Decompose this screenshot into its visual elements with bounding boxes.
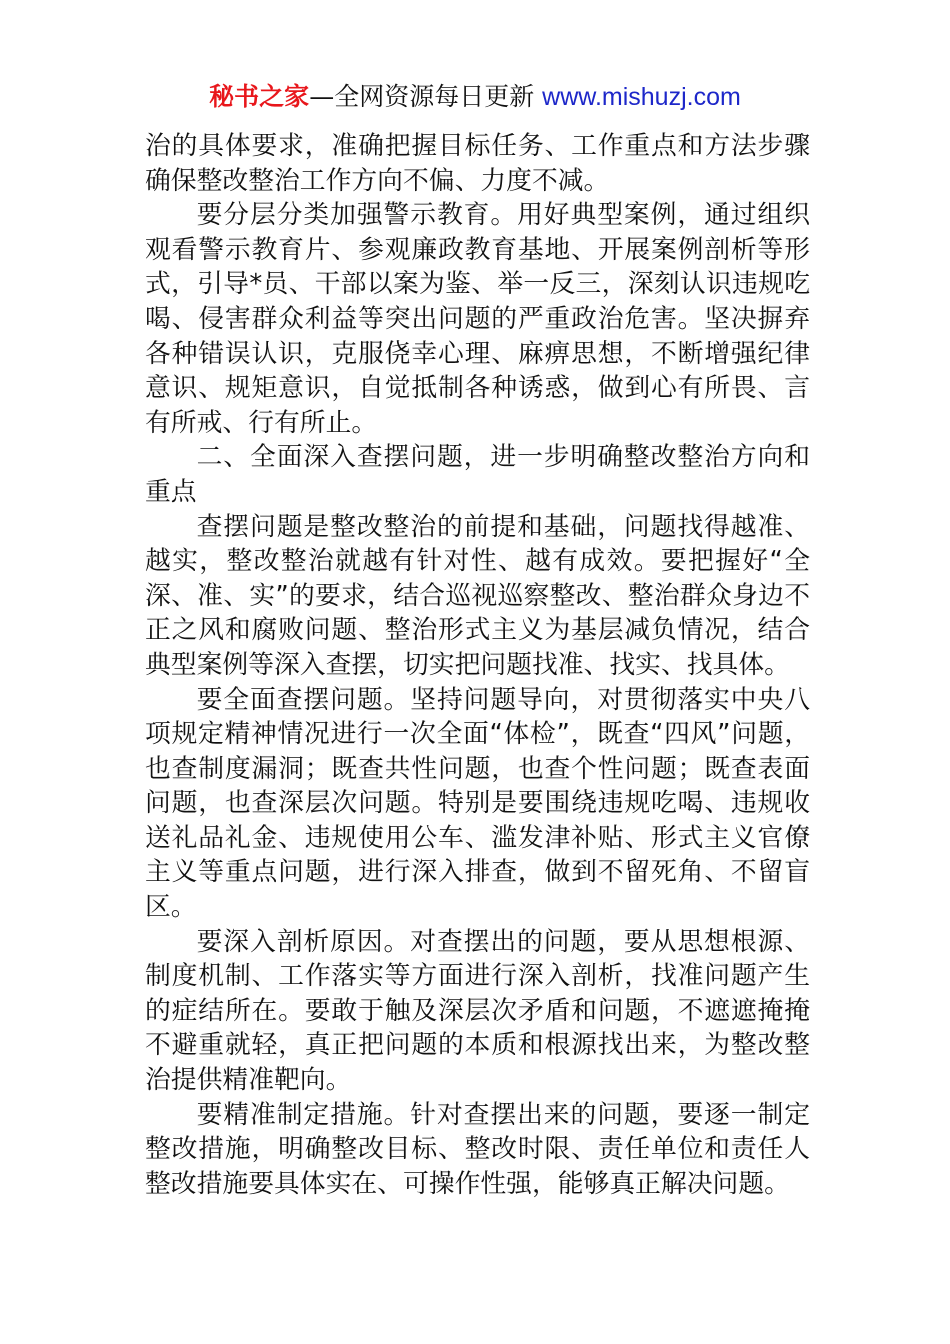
page-header: [0, 80, 950, 114]
paragraph: 查摆问题是整改整治的前提和基础，问题找得越准、越实，整改整治就越有针对性、越有成效。要把握好“全深、准、实”的要求，结合巡视巡察整改、整治群众身边不正之风和腐败问题、整治形式主义为基层减负情况，结合典型案例等深入查摆，切实把问题找准、找实、找具体。: [145, 511, 810, 680]
paragraph-continuation: 治的具体要求，准确把握目标任务、工作重点和方法步骤确保整改整治工作方向不偏、力度不减。: [145, 131, 810, 196]
paragraph: 要精准制定措施。针对查摆出来的问题，要逐一制定整改措施，明确整改目标、整改时限、责任单位和责任人整改措施要具体实在、可操作性强，能够真正解决问题。: [145, 1099, 810, 1199]
paragraph: 要深入剖析原因。对查摆出的问题，要从思想根源、制度机制、工作落实等方面进行深入剖析，找准问题产生的症结所在。要敢于触及深层次矛盾和问题，不遮遮掩掩不避重就轻，真正把问题的本质和根源找出来，为整改整治提供精准靶向。: [145, 926, 810, 1096]
paragraph: 要全面查摆问题。坚持问题导向，对贯彻落实中央八项规定精神情况进行一次全面“体检”，既查“四风”问题，也查制度漏洞；既查共性问题，也查个性问题；既查表面问题，也查深层次问题。特别是要围绕违规吃喝、违规收送礼品礼金、违规使用公车、滥发津补贴、形式主义官僚主义等重点问题，进行深入排查，做到不留死角、不留盲区。: [145, 684, 810, 923]
website-link[interactable]: www.mishuzj.com: [542, 83, 741, 111]
document-body: [145, 129, 810, 1201]
paragraph: 要分层分类加强警示教育。用好典型案例，通过组织观看警示教育片、参观廉政教育基地、开展案例剖析等形式，引导*员、干部以案为鉴、举一反三，深刻认识违规吃喝、侵害群众利益等突出问题的严重政治危害。坚决摒弃各种错误认识，克服侥幸心理、麻痹思想，不断增强纪律意识、规矩意识，自觉抵制各种诱惑，做到心有所畏、言有所戒、行有所止。: [145, 200, 810, 438]
section-heading: 二、全面深入查摆问题，进一步明确整改整治方向和重点: [145, 442, 810, 507]
brand-name: 秘书之家: [209, 82, 310, 111]
header-tagline: —全网资源每日更新: [309, 82, 535, 111]
